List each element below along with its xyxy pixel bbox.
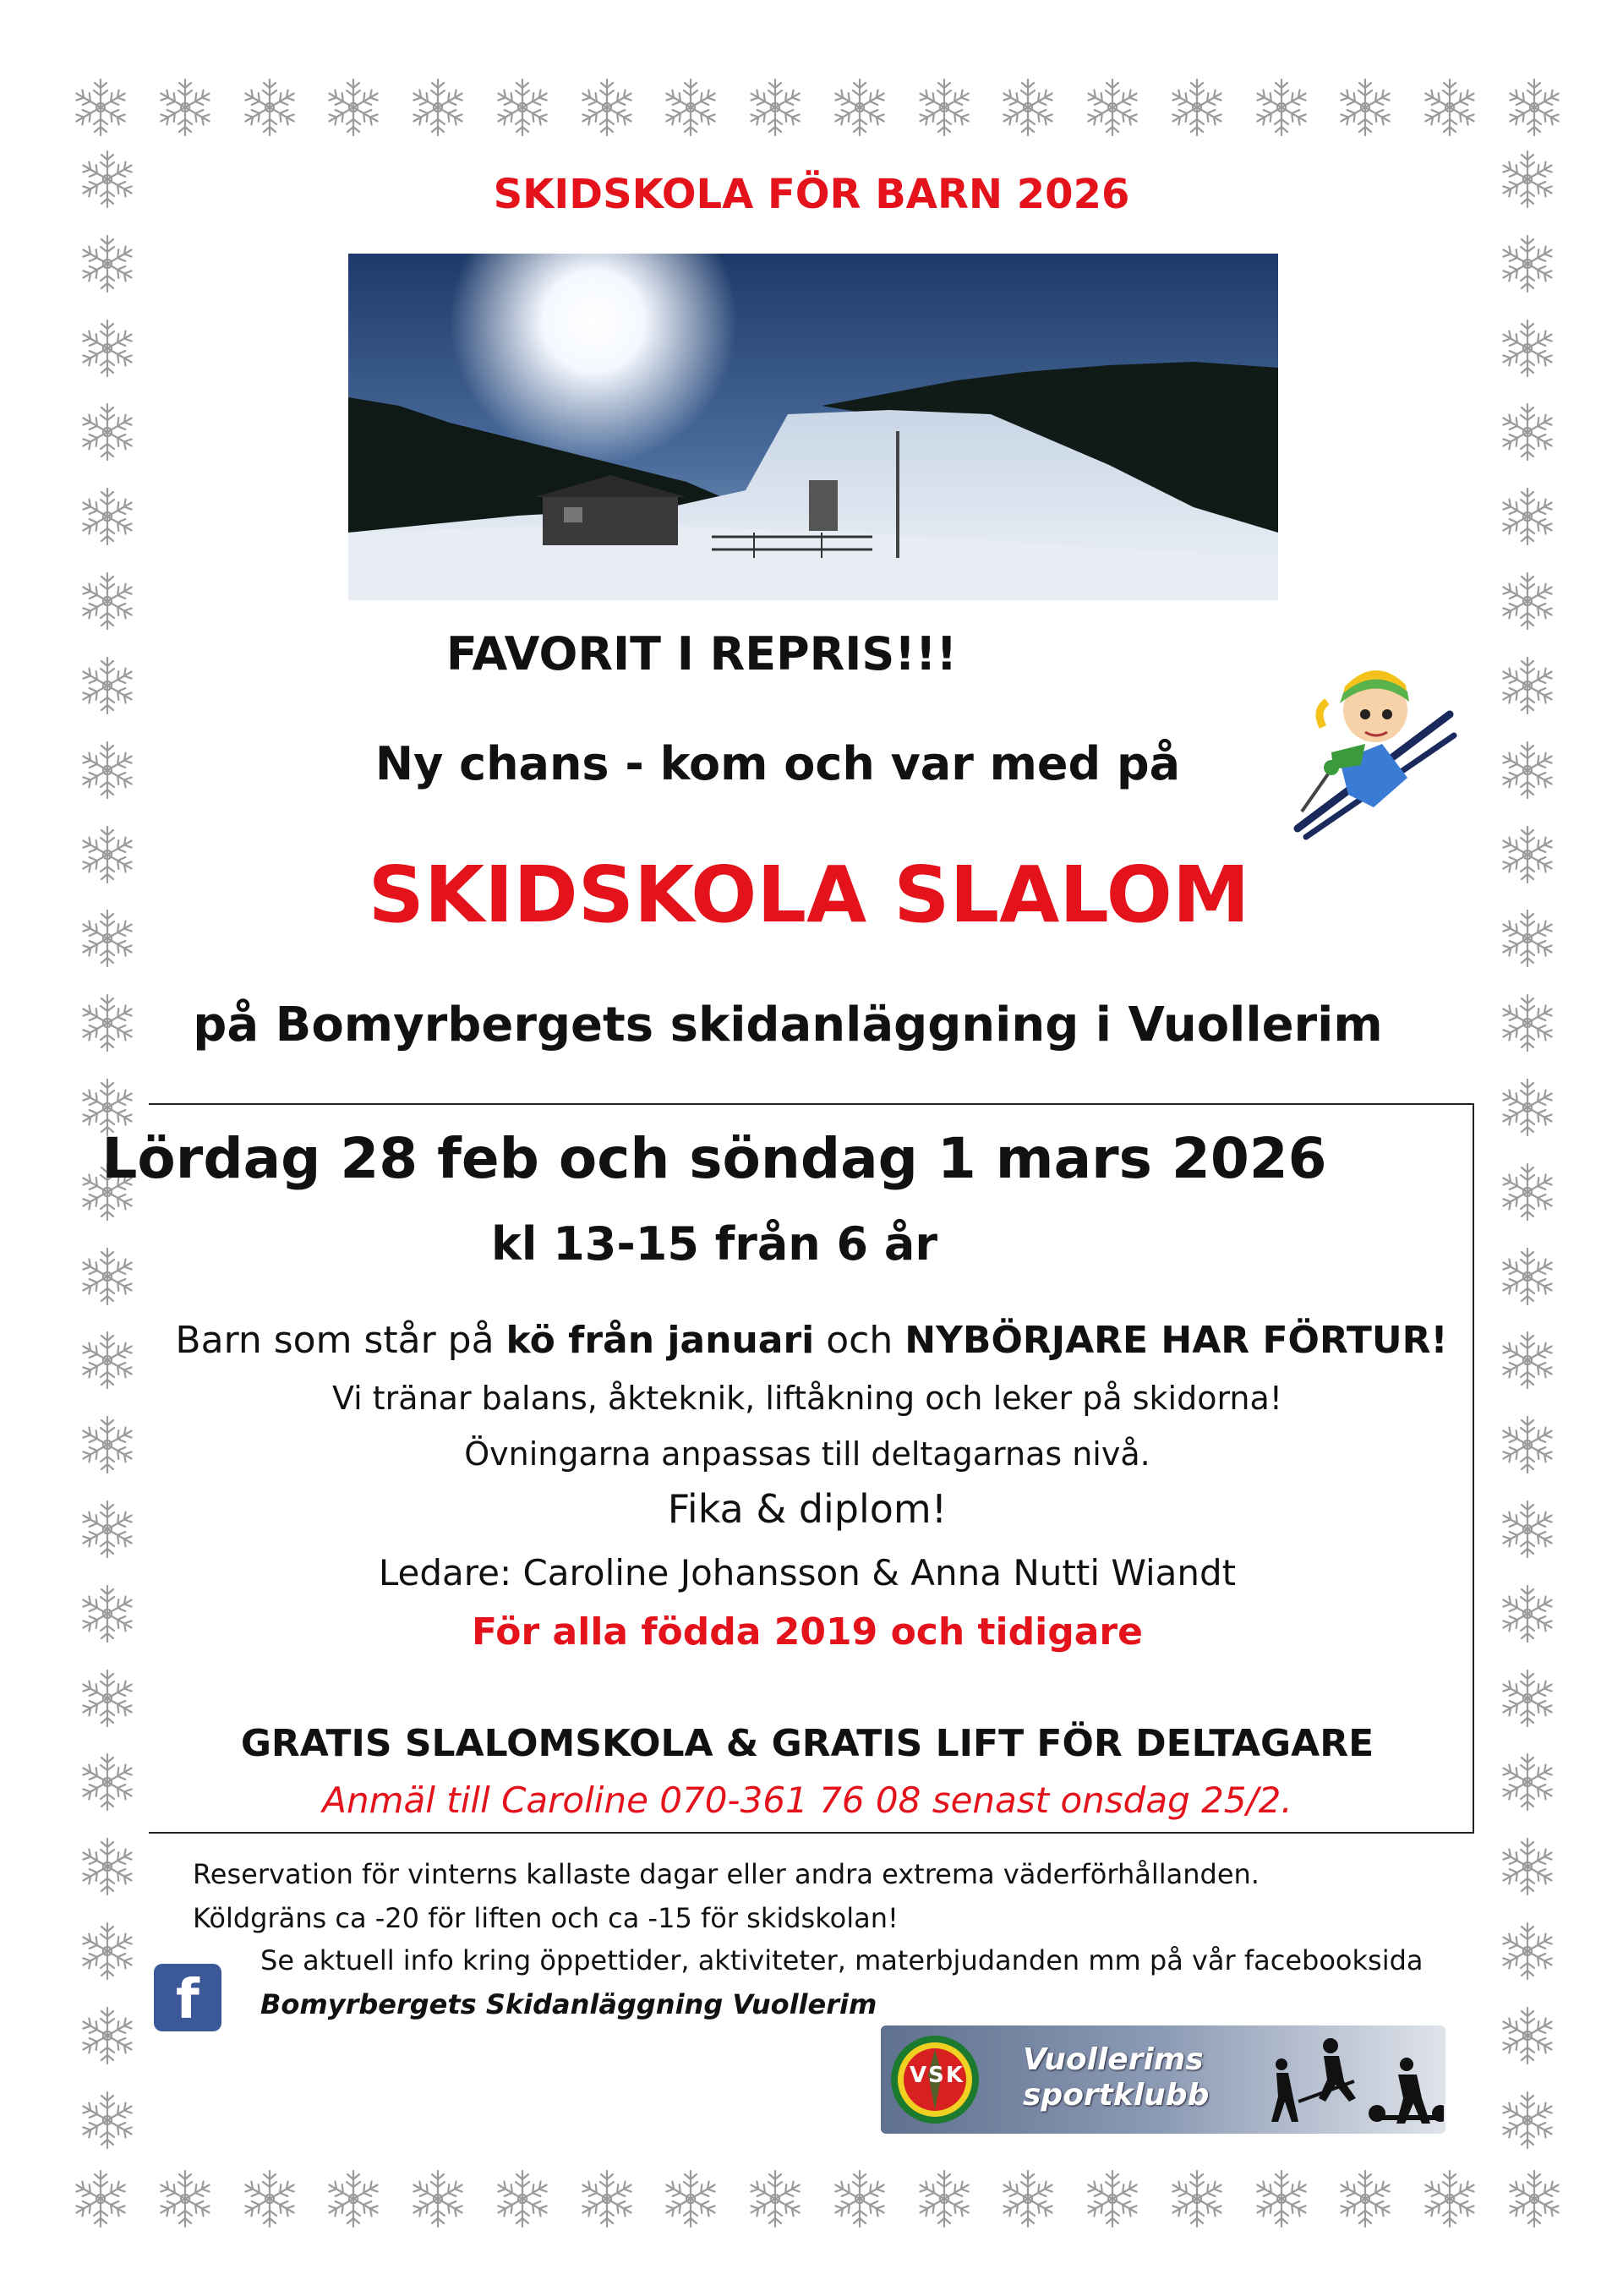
priority-queue: kö från januari <box>505 1319 815 1362</box>
snowflake-icon <box>491 2168 554 2230</box>
facebook-icon[interactable] <box>154 1964 221 2031</box>
snowflake-icon <box>1496 401 1559 463</box>
snowflake-icon <box>576 76 638 139</box>
snowflake-icon <box>1503 2168 1566 2230</box>
snowflake-icon <box>913 76 975 139</box>
snowflake-icon <box>69 76 132 139</box>
snowflake-icon <box>76 485 139 548</box>
snowflake-border-bottom <box>69 2161 1566 2237</box>
leaders-line: Ledare: Caroline Johansson & Anna Nutti Wiandt <box>378 1552 1237 1594</box>
snowflake-icon <box>154 76 216 139</box>
snowflake-icon <box>997 76 1059 139</box>
snowflake-icon <box>1081 76 1144 139</box>
snowflake-icon <box>659 76 722 139</box>
club-crest-letters: VSK <box>910 2063 965 2088</box>
snowflake-icon <box>76 570 139 632</box>
club-name-line1: Vuollerims <box>1023 2042 1204 2077</box>
snowflake-icon <box>1496 2004 1559 2067</box>
club-name <box>1023 2042 1209 2113</box>
event-date: Lördag 28 feb och söndag 1 mars 2026 <box>101 1126 1327 1191</box>
snowflake-icon <box>491 76 554 139</box>
snowflake-icon <box>913 2168 975 2230</box>
snowflake-icon <box>744 76 806 139</box>
snowflake-icon <box>576 2168 638 2230</box>
snowflake-icon <box>1496 1835 1559 1898</box>
snowflake-icon <box>1250 2168 1313 2230</box>
snowflake-border-top <box>69 69 1566 145</box>
born-line: För alla födda 2019 och tidigare <box>472 1610 1143 1654</box>
snowflake-icon <box>407 76 469 139</box>
snowflake-icon <box>76 401 139 463</box>
snowflake-icon <box>1418 2168 1481 2230</box>
snowflake-icon <box>1250 76 1313 139</box>
free-line: GRATIS SLALOMSKOLA & GRATIS LIFT FÖR DELTAGARE <box>240 1722 1374 1765</box>
snowflake-icon <box>828 2168 891 2230</box>
child-skier-icon <box>1281 651 1462 841</box>
ski-slope-photo <box>348 254 1278 600</box>
location-line: på Bomyrbergets skidanläggning i Vuollerim <box>193 998 1383 1052</box>
snowflake-icon <box>407 2168 469 2230</box>
athletes-silhouette-icon <box>1271 2031 1444 2130</box>
facebook-icon-letter: f <box>176 1969 199 2031</box>
club-name-line2: sportklubb <box>1023 2078 1210 2113</box>
facebook-page-link[interactable]: Bomyrbergets Skidanläggning Vuollerim <box>260 1988 877 2020</box>
snowflake-icon <box>1496 232 1559 295</box>
snowflake-icon <box>1503 76 1566 139</box>
snowflake-icon <box>1496 2089 1559 2151</box>
snowflake-icon <box>76 1920 139 1982</box>
reservation-line: Reservation för vinterns kallaste dagar eller andra extrema väderförhållanden. <box>193 1858 1260 1890</box>
poster-header-title: SKIDSKOLA FÖR BARN 2026 <box>493 171 1130 218</box>
facebook-info-line: Se aktuell info kring öppettider, aktiviteter, materbjudanden mm på vår facebooksida <box>260 1944 1424 1976</box>
snowflake-icon <box>1334 76 1396 139</box>
priority-pre: Barn som står på <box>175 1319 506 1362</box>
snowflake-icon <box>1496 317 1559 380</box>
new-chance-line: Ny chans - kom och var med på <box>374 737 1181 790</box>
priority-line <box>0 1319 1623 1362</box>
cold-limit-line: Köldgräns ca -20 för liften och ca -15 för skidskolan! <box>193 1902 899 1934</box>
snowflake-icon <box>76 2089 139 2151</box>
snowflake-icon <box>1334 2168 1396 2230</box>
training-line: Vi tränar balans, åkteknik, liftåkning och leker på skidorna! <box>331 1380 1283 1417</box>
priority-mid: och <box>814 1319 905 1362</box>
snowflake-icon <box>69 2168 132 2230</box>
snowflake-icon <box>238 76 301 139</box>
snowflake-icon <box>1166 76 1228 139</box>
snowflake-icon <box>76 232 139 295</box>
snowflake-icon <box>997 2168 1059 2230</box>
sports-club-logo <box>881 2025 1445 2134</box>
snowflake-icon <box>154 2168 216 2230</box>
main-title: SKIDSKOLA SLALOM <box>368 850 1250 940</box>
snowflake-icon <box>1496 570 1559 632</box>
snowflake-icon <box>1166 2168 1228 2230</box>
snowflake-icon <box>322 76 385 139</box>
snowflake-icon <box>1496 1920 1559 1982</box>
snowflake-icon <box>238 2168 301 2230</box>
priority-beginners: NYBÖRJARE HAR FÖRTUR! <box>904 1319 1448 1362</box>
snowflake-icon <box>1496 1667 1559 1730</box>
snowflake-icon <box>1418 76 1481 139</box>
snowflake-icon <box>76 2004 139 2067</box>
snowflake-icon <box>76 1835 139 1898</box>
fika-line: Fika & diplom! <box>667 1486 948 1532</box>
register-line: Anmäl till Caroline 070-361 76 08 senast onsdag 25/2. <box>322 1779 1292 1821</box>
snowflake-icon <box>322 2168 385 2230</box>
snowflake-icon <box>1496 485 1559 548</box>
snowflake-icon <box>744 2168 806 2230</box>
snowflake-icon <box>76 317 139 380</box>
event-time: kl 13-15 från 6 år <box>491 1217 937 1271</box>
adapt-line: Övningarna anpassas till deltagarnas nivå. <box>464 1435 1150 1473</box>
snowflake-icon <box>828 76 891 139</box>
snowflake-icon <box>76 1667 139 1730</box>
favorit-headline: FAVORIT I REPRIS!!! <box>445 627 958 681</box>
snowflake-icon <box>659 2168 722 2230</box>
snowflake-icon <box>1081 2168 1144 2230</box>
